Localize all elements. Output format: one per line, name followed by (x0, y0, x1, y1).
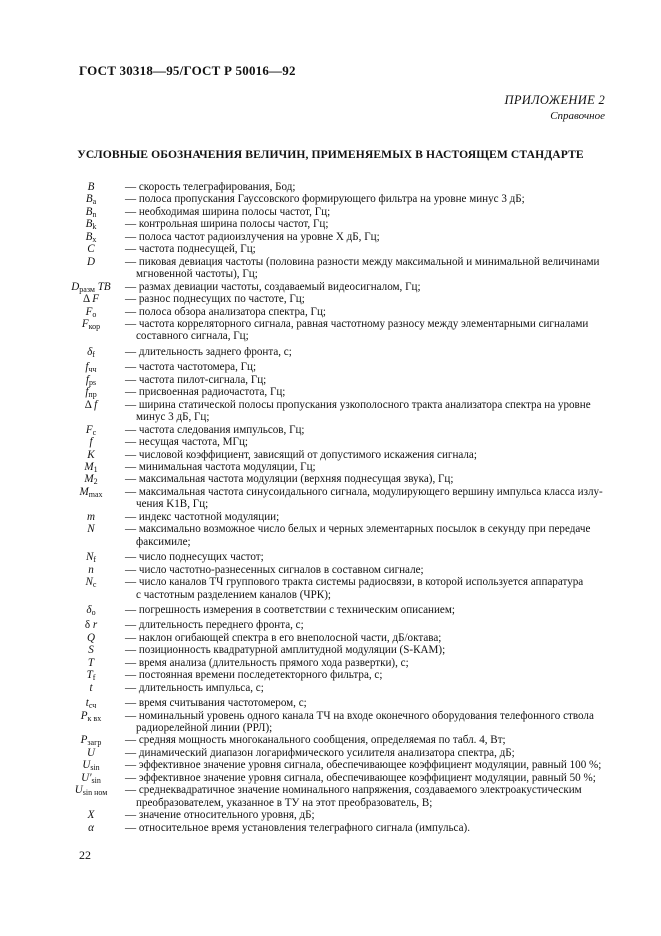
symbol (60, 374, 122, 386)
symbol-entry (60, 644, 608, 656)
symbol-description (122, 181, 608, 193)
symbol-description (122, 784, 608, 809)
symbol (60, 306, 122, 318)
symbol (60, 822, 122, 834)
symbol (60, 181, 122, 193)
symbol (60, 486, 122, 498)
symbol (60, 361, 122, 373)
symbol-subscript: f (92, 673, 96, 683)
symbol-entry (60, 346, 608, 358)
symbol (60, 682, 122, 694)
symbol-description (122, 657, 608, 669)
symbol-description (122, 822, 608, 834)
symbol-description (122, 619, 608, 631)
symbol-letter: α (88, 821, 94, 834)
symbol-letter: B (85, 205, 93, 218)
symbol (60, 619, 122, 631)
symbol-letter: δ (86, 603, 92, 616)
symbol-description (122, 281, 608, 293)
symbol-subscript: n (92, 209, 97, 219)
symbol-entry (60, 784, 608, 809)
symbol-letter: t (85, 697, 89, 710)
symbol-list (60, 181, 608, 834)
symbol (60, 710, 122, 722)
symbol-entry (60, 657, 608, 669)
symbol-letter: r (92, 619, 98, 632)
symbol-description (122, 644, 608, 656)
symbol-description (122, 293, 608, 305)
symbol-subscript: пр (88, 390, 97, 400)
description-line: — частота корреляторного сигнала, равная частотному разносу между элементарными сигналами (125, 318, 608, 330)
symbol-subscript: a (92, 197, 97, 207)
symbol-subscript: c (92, 427, 97, 437)
symbol-entry (60, 449, 608, 461)
symbol (60, 346, 122, 358)
description-line: — наклон огибающей спектра в его внеполосной части, дБ/октава; (125, 632, 608, 644)
symbol-description (122, 306, 608, 318)
symbol (60, 657, 122, 669)
symbol-entry (60, 386, 608, 398)
symbol-description (122, 218, 608, 230)
symbol-letter: D (86, 255, 95, 268)
symbol-subscript: чч (88, 365, 97, 375)
symbol-subscript: c (92, 580, 97, 590)
symbol (60, 193, 122, 205)
symbol-letter: X (87, 809, 95, 822)
description-line: — скорость телеграфирования, Бод; (125, 181, 608, 193)
symbol-letter: n (88, 563, 94, 576)
symbol (60, 564, 122, 576)
symbol (60, 511, 122, 523)
description-line: — частота следования импульсов, Гц; (125, 424, 608, 436)
symbol (60, 759, 122, 771)
symbol-subscript: o (92, 309, 97, 319)
symbol-letter: M (84, 473, 94, 486)
symbol (60, 399, 122, 411)
symbol (60, 604, 122, 616)
description-line: — эффективное значение уровня сигнала, обеспечивающее коэффициент модуляции, равный 50 %; (125, 772, 608, 784)
symbol-letter: F (85, 305, 93, 318)
description-line: — размах девиации частоты, создаваемый видеосигналом, Гц; (125, 281, 608, 293)
symbol-prefix: Δ (84, 398, 95, 411)
symbol-letter: B (85, 218, 93, 231)
symbol-description (122, 564, 608, 576)
description-line: — относительное время установления телеграфного сигнала (импульса). (125, 822, 608, 834)
symbol (60, 281, 122, 293)
description-line: — число каналов ТЧ группового тракта системы радиосвязи, в которой используется аппаратура (125, 576, 608, 588)
symbol-entry (60, 218, 608, 230)
symbol-subscript: f (93, 555, 97, 565)
description-line: — частота поднесущей, Гц; (125, 243, 608, 255)
symbol-letter: δ (87, 345, 93, 358)
symbol-letter: t (89, 681, 93, 694)
symbol-description (122, 576, 608, 601)
symbol-letter: U (86, 746, 95, 759)
symbol-letter: F (81, 317, 89, 330)
symbol-entry (60, 231, 608, 243)
symbol-suffix: TB (94, 280, 111, 293)
symbol-description (122, 256, 608, 281)
section-heading: УСЛОВНЫЕ ОБОЗНАЧЕНИЯ ВЕЛИЧИН, ПРИМЕНЯЕМЫХ В НАСТОЯЩЕМ СТАНДАРТЕ (77, 148, 584, 161)
description-line: — полоса обзора анализатора спектра, Гц; (125, 306, 608, 318)
symbol-subscript: x (92, 234, 97, 244)
symbol-description (122, 511, 608, 523)
appendix-kind: Справочное (550, 110, 605, 122)
symbol-letter: F (85, 423, 93, 436)
symbol-description (122, 436, 608, 448)
description-line: — индекс частотной модуляции; (125, 511, 608, 523)
symbol-subscript: sin ном (82, 788, 108, 798)
description-line: составного сигнала, Гц; (136, 330, 249, 343)
description-line: мгновенной частоты), Гц; (136, 268, 258, 281)
symbol (60, 784, 122, 796)
symbol-letter: f (89, 436, 93, 449)
symbol-letter: F (92, 293, 100, 306)
symbol-entry (60, 551, 608, 563)
symbol-letter: C (87, 243, 95, 256)
description-line: — время считывания частотомером, с; (125, 697, 608, 709)
symbol-letter: N (85, 551, 94, 564)
symbol-description (122, 697, 608, 709)
description-line: — номинальный уровень одного канала ТЧ на входе оконечного оборудования телефонного ствола (125, 710, 608, 722)
symbol-entry (60, 293, 608, 305)
symbol-entry (60, 759, 608, 771)
symbol (60, 772, 122, 784)
description-line: — длительность заднего фронта, с; (125, 346, 608, 358)
symbol-description (122, 206, 608, 218)
symbol-entry (60, 306, 608, 318)
symbol-entry (60, 181, 608, 193)
description-line: — длительность переднего фронта, с; (125, 619, 608, 631)
page-number: 22 (79, 848, 91, 862)
description-line: — постоянная времени последетекторного фильтра, с; (125, 669, 608, 681)
symbol-entry (60, 399, 608, 424)
symbol-subscript: k (92, 222, 97, 232)
symbol-entry (60, 576, 608, 601)
symbol-subscript: o (91, 607, 96, 617)
symbol (60, 436, 122, 448)
symbol-letter: U′ (81, 771, 92, 784)
symbol-entry (60, 281, 608, 293)
symbol-subscript: f (92, 349, 95, 359)
symbol-description (122, 551, 608, 563)
description-line: — частота частотомера, Гц; (125, 361, 608, 373)
symbol-letter: B (85, 230, 93, 243)
symbol-letter: K (87, 448, 95, 461)
symbol-entry (60, 511, 608, 523)
symbol-description (122, 486, 608, 511)
symbol-subscript: кор (88, 321, 101, 331)
symbol-subscript: sin (91, 775, 101, 785)
symbol-description (122, 399, 608, 424)
symbol-letter: B (85, 193, 93, 206)
symbol-subscript: sin (90, 763, 100, 773)
symbol-entry (60, 424, 608, 436)
description-line: — максимальная частота модуляции (верхняя поднесущая звука), Гц; (125, 473, 608, 485)
symbol-letter: f (85, 373, 89, 386)
symbol-entry (60, 682, 608, 694)
symbol-letter: Q (86, 631, 95, 644)
symbol (60, 318, 122, 330)
symbol (60, 632, 122, 644)
symbol-subscript: к вх (87, 713, 102, 723)
symbol (60, 669, 122, 681)
description-line: — максимально возможное число белых и черных элементарных посылок в секунду при передаче (125, 523, 608, 535)
description-line: — разнос поднесущих по частоте, Гц; (125, 293, 608, 305)
symbol-description (122, 809, 608, 821)
description-line: — среднеквадратичное значение номинального напряжения, создаваемого электроакустическим (125, 784, 608, 796)
symbol (60, 386, 122, 398)
symbol-letter: D (71, 280, 80, 293)
description-line: преобразователем, указанное в ТУ на этот преобразователь, В; (136, 796, 433, 809)
appendix-block (505, 92, 605, 124)
symbol-entry (60, 747, 608, 759)
symbol-letter: m (86, 510, 95, 523)
description-line: — контрольная ширина полосы частот, Гц; (125, 218, 608, 230)
symbol (60, 256, 122, 268)
description-line: — минимальная частота модуляции, Гц; (125, 461, 608, 473)
symbol-description (122, 361, 608, 373)
symbol (60, 523, 122, 535)
symbol-letter: P (80, 709, 88, 722)
description-line: — значение относительного уровня, дБ; (125, 809, 608, 821)
description-line: — числовой коэффициент, зависящий от допустимого искажения сигнала; (125, 449, 608, 461)
symbol-letter: U (74, 784, 83, 797)
symbol-prefix: Δ (82, 293, 93, 306)
description-line: — средняя мощность многоканального сообщения, определяемая по табл. 4, Вт; (125, 734, 608, 746)
symbol-letter: U (82, 759, 91, 772)
symbol-description (122, 231, 608, 243)
symbol-entry (60, 822, 608, 834)
symbol-entry (60, 734, 608, 746)
description-line: факсимиле; (136, 535, 191, 548)
symbol-description (122, 374, 608, 386)
symbol (60, 697, 122, 709)
symbol (60, 747, 122, 759)
symbol-letter: T (86, 669, 93, 682)
description-line: — динамический диапазон логарифмического усилителя анализатора спектра, дБ; (125, 747, 608, 759)
symbol-entry (60, 193, 608, 205)
symbol-letter: f (94, 398, 98, 411)
symbol-description (122, 243, 608, 255)
symbol-subscript: загр (87, 738, 102, 748)
symbol-subscript: 2 (93, 477, 98, 487)
symbol (60, 243, 122, 255)
description-line: минус 3 дБ, Гц; (136, 411, 210, 424)
symbol (60, 473, 122, 485)
symbol-description (122, 632, 608, 644)
symbol-letter: N (87, 523, 95, 536)
symbol-entry (60, 486, 608, 511)
symbol-description (122, 461, 608, 473)
symbol (60, 449, 122, 461)
symbol-letter: M (79, 485, 89, 498)
symbol-description (122, 759, 608, 771)
symbol-description (122, 449, 608, 461)
symbol-description (122, 523, 608, 548)
description-line: — полоса частот радиоизлучения на уровне X дБ, Гц; (125, 231, 608, 243)
symbol-prefix: δ (84, 619, 93, 632)
symbol-description (122, 734, 608, 746)
symbol (60, 218, 122, 230)
symbol-subscript: сч (88, 701, 97, 711)
symbol-entry (60, 473, 608, 485)
symbol (60, 644, 122, 656)
document-header: ГОСТ 30318—95/ГОСТ Р 50016—92 (79, 63, 296, 78)
description-line: — ширина статической полосы пропускания узкополосного тракта анализатора спектра на уровне (125, 399, 608, 411)
symbol-letter: B (87, 181, 95, 193)
symbol-letter: P (80, 734, 88, 747)
symbol-subscript: max (88, 489, 103, 499)
symbol-entry (60, 564, 608, 576)
symbol (60, 809, 122, 821)
description-line: — частота пилот-сигнала, Гц; (125, 374, 608, 386)
symbol-entry (60, 461, 608, 473)
symbol-description (122, 682, 608, 694)
symbol-entry (60, 523, 608, 548)
appendix-label: ПРИЛОЖЕНИЕ 2 (504, 93, 605, 107)
symbol-entry (60, 256, 608, 281)
symbol-description (122, 604, 608, 616)
description-line: радиорелейной линии (РРЛ); (136, 722, 273, 735)
description-line: — необходимая ширина полосы частот, Гц; (125, 206, 608, 218)
symbol-description (122, 473, 608, 485)
symbol-letter: M (84, 460, 94, 473)
description-line: — присвоенная радиочастота, Гц; (125, 386, 608, 398)
description-line: с частотным разделением каналов (ЧРК); (136, 588, 331, 601)
symbol-letter: N (85, 576, 93, 589)
symbol-entry (60, 318, 608, 343)
symbol-entry (60, 632, 608, 644)
description-line: — несущая частота, МГц; (125, 436, 608, 448)
symbol-entry (60, 604, 608, 616)
symbol-description (122, 710, 608, 735)
symbol-subscript: ps (88, 377, 97, 387)
symbol-entry (60, 809, 608, 821)
symbol-description (122, 386, 608, 398)
description-line: — эффективное значение уровня сигнала, обеспечивающее коэффициент модуляции, равный 100 %; (125, 759, 608, 771)
description-line: — позиционность квадратурной амплитудной модуляции (S-КАМ); (125, 644, 608, 656)
description-line: — погрешность измерения в соответствии с техническим описанием; (125, 604, 608, 616)
symbol (60, 461, 122, 473)
symbol-entry (60, 361, 608, 373)
description-line: — число частотно-разнесенных сигналов в составном сигнале; (125, 564, 608, 576)
symbol-entry (60, 710, 608, 735)
symbol (60, 424, 122, 436)
symbol (60, 206, 122, 218)
symbol-entry (60, 619, 608, 631)
symbol-subscript: 1 (93, 464, 98, 474)
symbol-entry (60, 374, 608, 386)
symbol-description (122, 318, 608, 343)
symbol (60, 734, 122, 746)
symbol (60, 231, 122, 243)
symbol-letter: S (88, 644, 94, 657)
symbol-letter: f (85, 386, 89, 399)
symbol (60, 551, 122, 563)
symbol-description (122, 747, 608, 759)
symbol-entry (60, 772, 608, 784)
symbol-subscript: разм (79, 284, 95, 294)
symbol-description (122, 424, 608, 436)
description-line: — число поднесущих частот; (125, 551, 608, 563)
symbol (60, 293, 122, 305)
description-line: — длительность импульса, с; (125, 682, 608, 694)
symbol-entry (60, 243, 608, 255)
symbol-letter: f (85, 361, 89, 374)
symbol-description (122, 346, 608, 358)
description-line: — время анализа (длительность прямого хода развертки), с; (125, 657, 608, 669)
symbol-entry (60, 697, 608, 709)
symbol-description (122, 669, 608, 681)
symbol (60, 576, 122, 588)
description-line: — полоса пропускания Гауссовского формирующего фильтра на уровне минус 3 дБ; (125, 193, 608, 205)
symbol-description (122, 772, 608, 784)
symbol-entry (60, 436, 608, 448)
symbol-letter: T (87, 656, 95, 669)
symbol-description (122, 193, 608, 205)
description-line: — максимальная частота синусоидального сигнала, модулирующего вершину импульса класса излу- (125, 486, 608, 498)
description-line: — пиковая девиация частоты (половина разности между максимальной и минимальной величинами (125, 256, 608, 268)
symbol-entry (60, 206, 608, 218)
description-line: чения K1B, Гц; (136, 498, 209, 511)
symbol-entry (60, 669, 608, 681)
